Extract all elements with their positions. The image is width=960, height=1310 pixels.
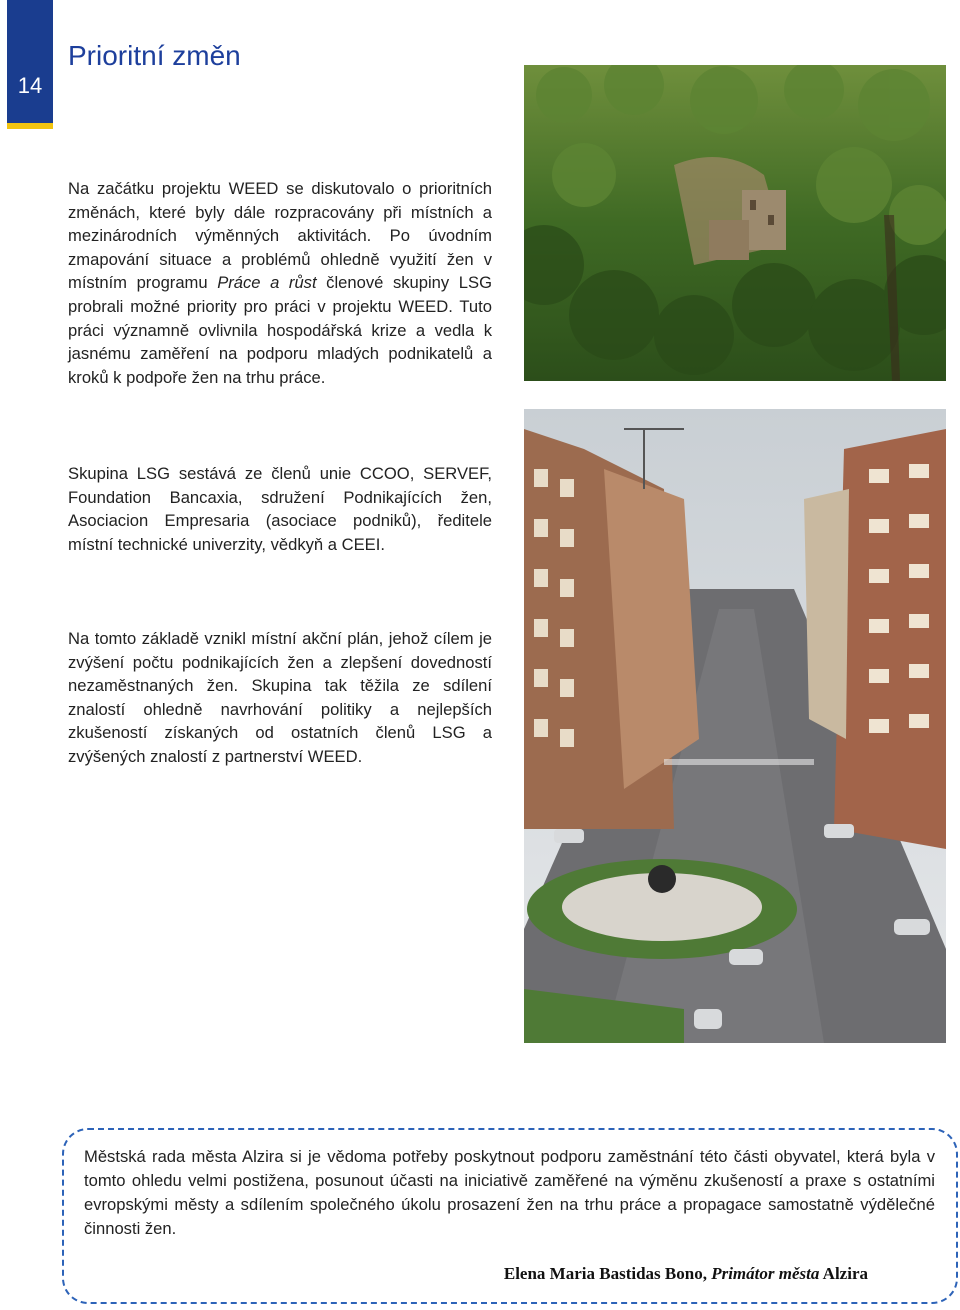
signature-city: Alzira xyxy=(822,1264,868,1283)
photo-city-street xyxy=(524,409,946,1043)
paragraph-intro-part1: Na začátku projektu WEED se diskutovalo o prioritních změnách, které byly dále rozpracovány při místních a mezinárodních výměnných aktivitách. Po úvodním zmapování situace a problémů ohledně využití žen v místním programu xyxy=(68,179,492,293)
page-title: Prioritní změn xyxy=(68,40,241,71)
paragraph-members: Skupina LSG sestává ze členů unie CCOO, SERVEF, Foundation Bancaxia, sdružení Podnikajících žen, Asociacion Empresaria (asociace podniků), ředitele místní technické univerzity, vědkyň a CEEI. xyxy=(68,464,492,554)
paragraph-intro xyxy=(68,177,492,389)
paragraph-action-plan: Na tomto základě vznikl místní akční plán, jehož cílem je zvýšení počtu podnikajících žen a zlepšení dovedností nezaměstnaných žen. Skupina tak těžila ze sdílení znalostí ohledně navrhování politiky a nejlepších zkušeností získaných od ostatních členů LSG a zvýšených znalostí z partnerství WEED. xyxy=(68,629,492,766)
paragraph-intro-part2: členové skupiny LSG probrali možné priority pro práci v projektu WEED. Tuto práci významně ovlivnila hospodářská krize a vedla k jasnému zaměření na podporu mladých podnikatelů a kroků k podpoře žen na trhu práce. xyxy=(68,273,492,387)
signature-name: Elena Maria Bastidas Bono, xyxy=(503,1264,707,1283)
quote-signature xyxy=(504,1264,868,1284)
signature-role: Primátor města xyxy=(711,1264,820,1283)
page-number: 14 xyxy=(17,73,43,98)
photo-hillside-castle xyxy=(524,65,946,381)
page-number-tab xyxy=(7,0,53,129)
quote-text: Městská rada města Alzira si je vědoma potřeby poskytnout podporu zaměstnání této části obyvatel, která byla v tomto ohledu velmi postižena, posunout účasti na iniciativě zaměřené na výměnu zkušeností a praxe s ostatními evropskými městy a sdílením společného úkolu prosazení žen na trhu práce a propagace samostatně výdělečné činnosti žen. xyxy=(84,1147,935,1238)
program-name: Práce a růst xyxy=(217,273,317,293)
